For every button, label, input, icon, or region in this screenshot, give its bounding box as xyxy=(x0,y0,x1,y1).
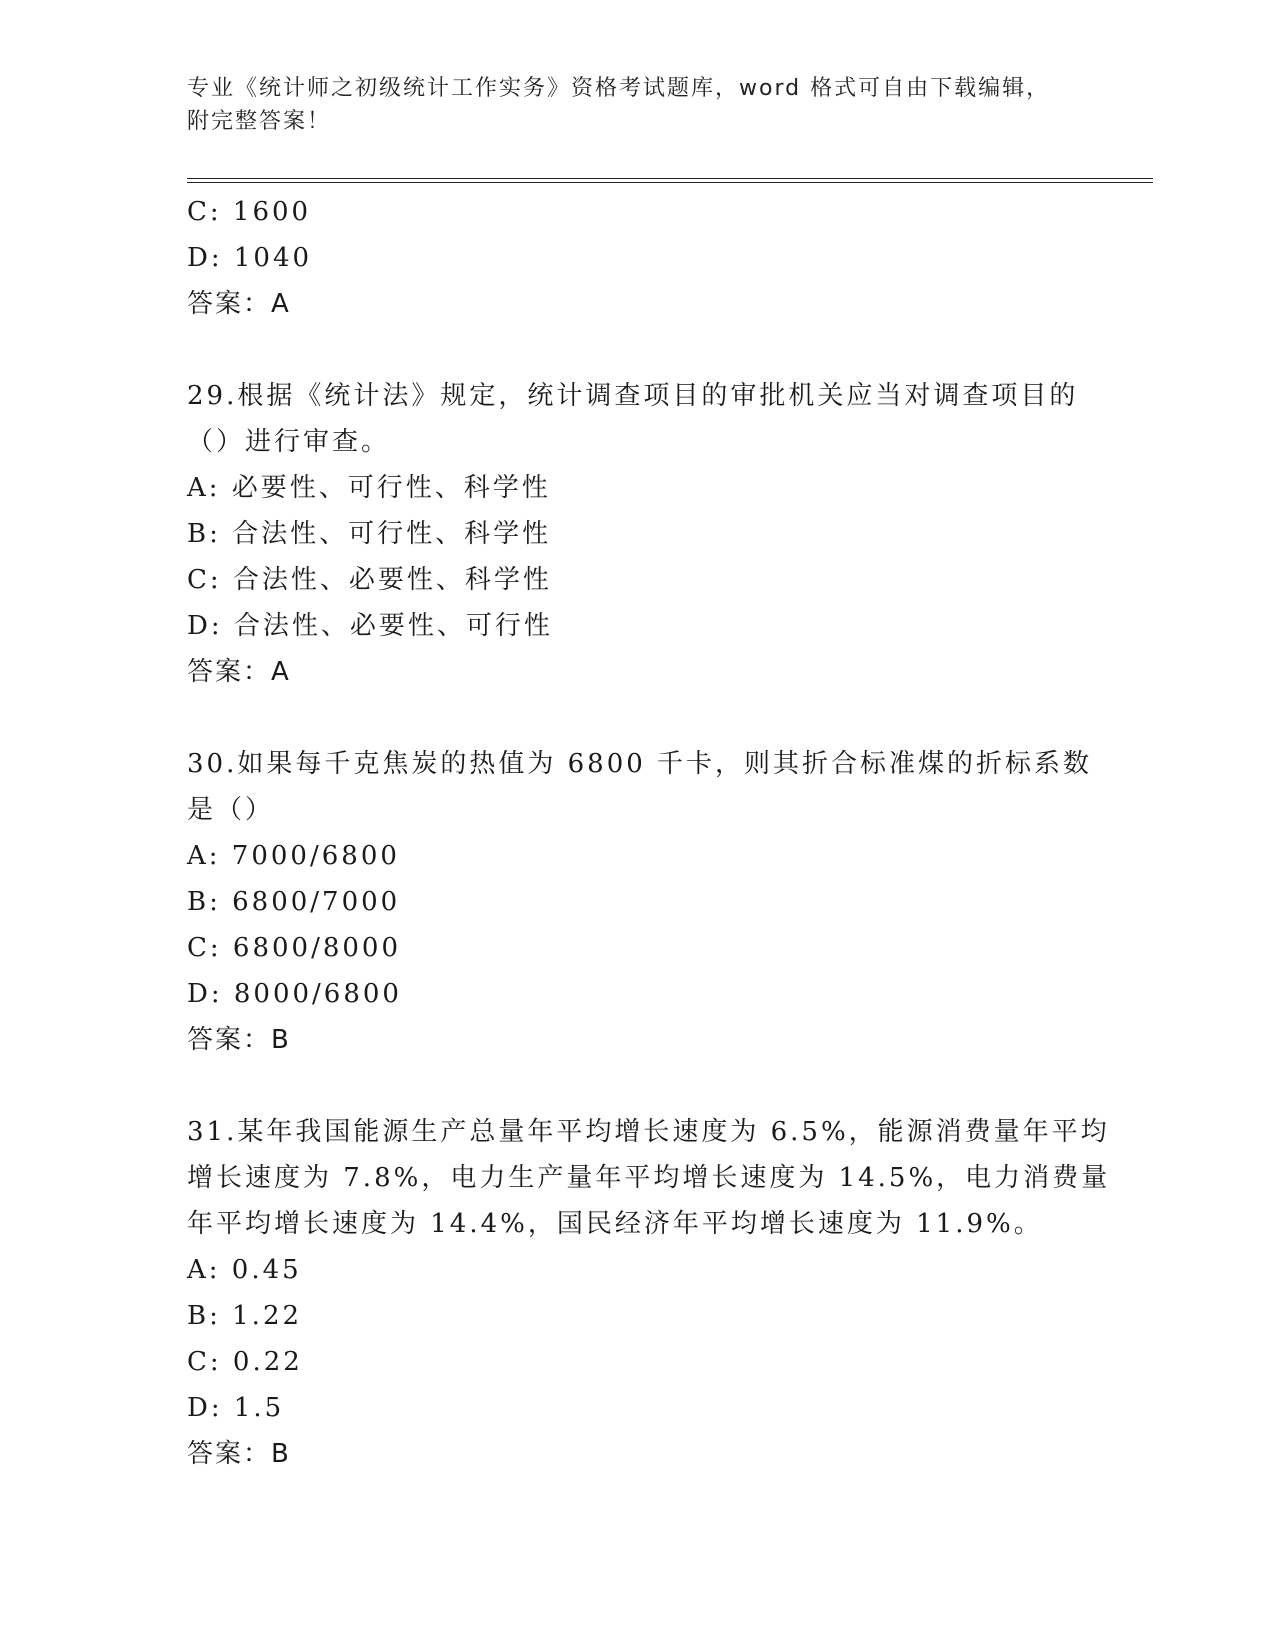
option-b: B: 1.22 xyxy=(187,1301,303,1331)
spacer xyxy=(187,327,1087,373)
option-a: A: 7000/6800 xyxy=(187,841,400,871)
header-line-2: 附完整答案！ xyxy=(187,109,332,134)
option-c: C: 6800/8000 xyxy=(187,933,402,963)
option-b: B: 合法性、可行性、科学性 xyxy=(187,519,552,549)
question-stem: 是（） xyxy=(187,795,275,825)
question-stem: 29.根据《统计法》规定，统计调查项目的审批机关应当对调查项目的 xyxy=(187,381,1079,411)
question-stem: （）进行审查。 xyxy=(187,427,391,457)
spacer xyxy=(187,1063,1087,1109)
question-stem: 31.某年我国能源生产总量年平均增长速度为 6.5%，能源消费量年平均 xyxy=(187,1117,1110,1147)
header-divider-bottom xyxy=(187,182,1153,183)
spacer xyxy=(187,695,1087,741)
option-a: A: 0.45 xyxy=(187,1255,302,1285)
option-d: D: 合法性、必要性、可行性 xyxy=(187,611,553,641)
question-stem: 增长速度为 7.8%，电力生产量年平均增长速度为 14.5%，电力消费量 xyxy=(187,1163,1111,1193)
question-stem: 年平均增长速度为 14.4%，国民经济年平均增长速度为 11.9%。 xyxy=(187,1209,1043,1239)
option-c: C: 1600 xyxy=(187,197,312,227)
question-30 xyxy=(187,741,1093,1063)
page-header xyxy=(187,72,1087,138)
answer-label: 答案：A xyxy=(187,657,291,687)
question-stem: 30.如果每千克焦炭的热值为 6800 千卡，则其折合标准煤的折标系数 xyxy=(187,749,1093,779)
option-d: D: 1.5 xyxy=(187,1393,285,1423)
option-a: A: 必要性、可行性、科学性 xyxy=(187,473,551,503)
question-list xyxy=(187,189,1111,1477)
option-c: C: 0.22 xyxy=(187,1347,303,1377)
answer-label: 答案：B xyxy=(187,1439,291,1469)
header-line-1: 专业《统计师之初级统计工作实务》资格考试题库，word 格式可自由下载编辑， xyxy=(187,76,1051,101)
question-31 xyxy=(187,1109,1111,1477)
question-29 xyxy=(187,373,1087,695)
question-28-tail xyxy=(187,189,1087,327)
option-b: B: 6800/7000 xyxy=(187,887,401,917)
answer-label: 答案：A xyxy=(187,289,291,319)
header-divider-top xyxy=(187,178,1153,179)
option-d: D: 8000/6800 xyxy=(187,979,402,1009)
option-d: D: 1040 xyxy=(187,243,313,273)
option-c: C: 合法性、必要性、科学性 xyxy=(187,565,552,595)
answer-label: 答案：B xyxy=(187,1025,291,1055)
